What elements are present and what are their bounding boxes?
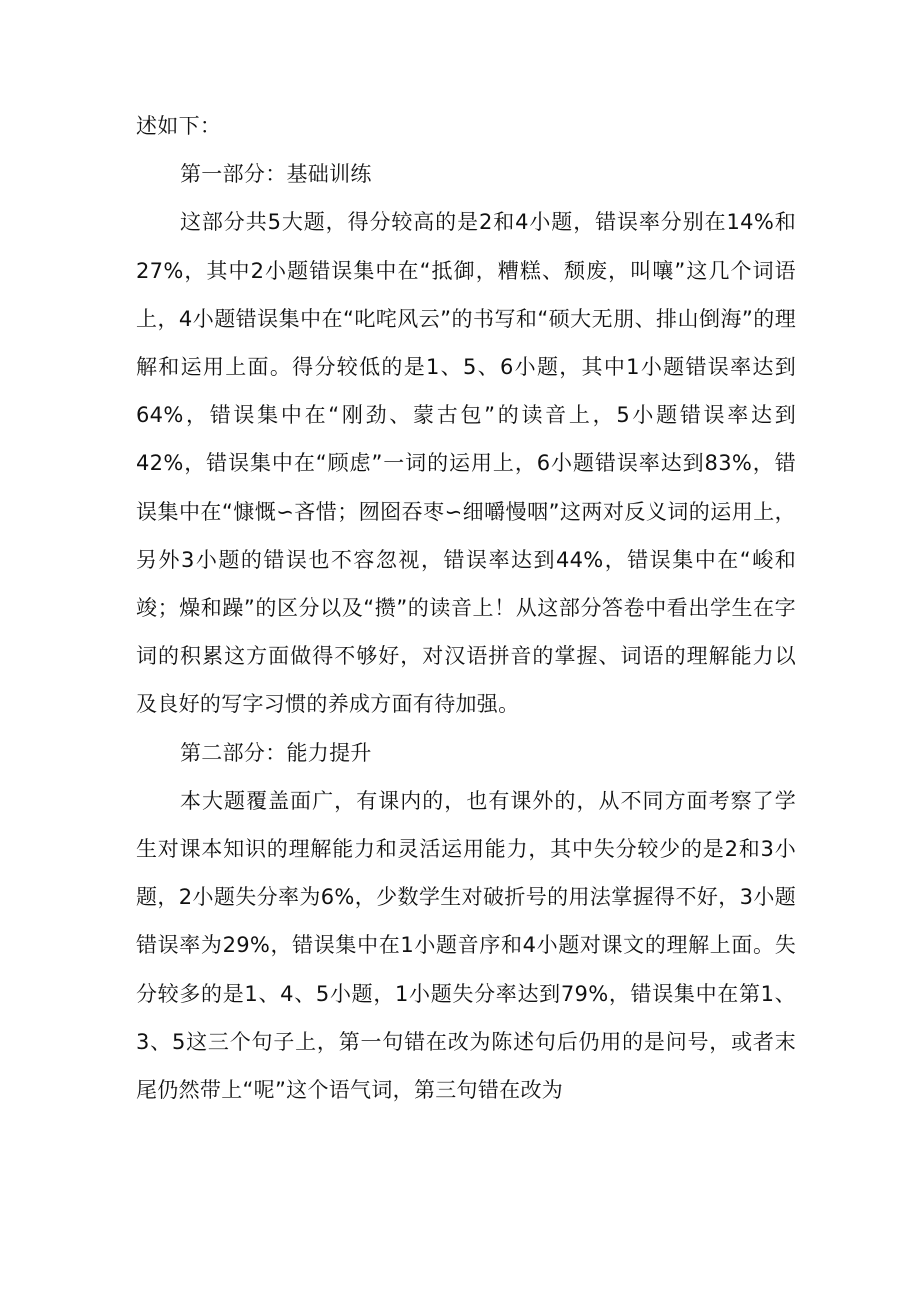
section1-paragraph: 这部分共5大题，得分较高的是2和4小题，错误率分别在14%和27%，其中2小题错误集中在“抵御，糟糕、颓废，叫嚷”这几个词语上，4小题错误集中在“叱咤风云”的书写和“硕大无朋、排山倒海”的理解和运用上面。得分较低的是1、5、6小题，其中1小题错误率达到64%，错误集中在“刚劲、蒙古包”的读音上，5小题错误率达到42%，错误集中在“顾虑”一词的运用上，6小题错误率达到83%，错误集中在“慷慨∽吝惜；囫囵吞枣∽细嚼慢咽”这两对反义词的运用上，另外3小题的错误也不容忽视，错误率达到44%，错误集中在“峻和竣；燥和躁”的区分以及“攒”的读音上！从这部分答卷中看出学生在字词的积累这方面做得不够好，对汉语拼音的掌握、词语的理解能力以及良好的写字习惯的养成方面有待加强。 bbox=[136, 210, 796, 717]
section1-heading: 第一部分：基础训练 bbox=[180, 162, 372, 187]
lead-line: 述如下： bbox=[136, 114, 222, 138]
section2-heading: 第二部分：能力提升 bbox=[180, 740, 372, 765]
document-body bbox=[136, 102, 796, 1114]
section2-paragraph: 本大题覆盖面广，有课内的，也有课外的，从不同方面考察了学生对课本知识的理解能力和灵活运用能力，其中失分较少的是2和3小题，2小题失分率为6%，少数学生对破折号的用法掌握得不好，3小题错误率为29%，错误集中在1小题音序和4小题对课文的理解上面。失分较多的是1、4、5小题，1小题失分率达到79%，错误集中在第1、3、5这三个句子上，第一句错在改为陈述句后仍用的是问号，或者末尾仍然带上“呢”这个语气词，第三句错在改为 bbox=[136, 788, 796, 1103]
